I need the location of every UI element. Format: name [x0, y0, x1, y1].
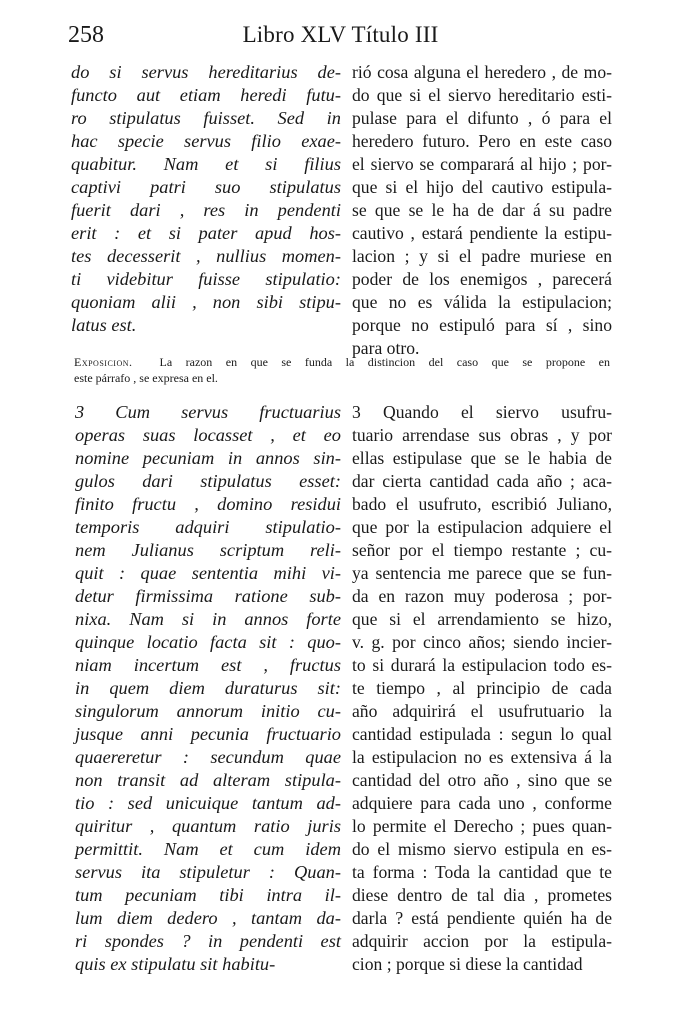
- text-line: adquiere para cada uno , conforme: [352, 793, 612, 813]
- text-line: nixa. Nam si in annos forte: [75, 609, 341, 629]
- text-line: que si el arrendamiento se hizo,: [352, 609, 612, 629]
- text-line: da en razon muy poderosa ; por-: [352, 586, 612, 606]
- page-header: [68, 22, 613, 52]
- text-line: ri spondes ? in pendenti est: [75, 931, 341, 951]
- text-line: ellas estipulase que se le habia de: [352, 448, 612, 468]
- text-line: operas suas locasset , et eo: [75, 425, 341, 445]
- text-line: quiritur , quantum ratio juris: [75, 816, 341, 836]
- text-line: cautivo , estará pendiente la estipu-: [352, 223, 612, 243]
- text-line: lum diem dedero , tantam da-: [75, 908, 341, 928]
- text-line: pulase para el difunto , ó para el: [352, 108, 612, 128]
- exposition-label: Exposicion.: [74, 355, 133, 369]
- text-line: jusque anni pecunia fructuario: [75, 724, 341, 744]
- text-line: permittit. Nam et cum idem: [75, 839, 341, 859]
- text-line: año adquirirá el usufrutuario la: [352, 701, 612, 721]
- text-line: se que se le ha de dar á su padre: [352, 200, 612, 220]
- text-line: do que si el siervo hereditario esti-: [352, 85, 612, 105]
- text-line: functo aut etiam heredi futu-: [71, 85, 341, 105]
- exposition-note: [74, 354, 610, 386]
- spanish-column-section-1: [352, 61, 612, 360]
- text-line: do si servus hereditarius de-: [71, 62, 341, 82]
- text-line: para otro.: [352, 338, 420, 358]
- text-line: cion ; porque si diese la cantidad: [352, 954, 583, 974]
- text-line: gulos dari stipulatus esset:: [75, 471, 341, 491]
- text-line: darla ? está pendiente quién ha de: [352, 908, 612, 928]
- text-line: hac specie servus filio exae-: [71, 131, 341, 151]
- text-line: detur firmissima ratione sub-: [75, 586, 341, 606]
- text-line: singulorum annorum initio cu-: [75, 701, 341, 721]
- text-line: ti videbitur fuisse stipulatio:: [71, 269, 341, 289]
- text-line: quinque locatio facta sit : quo-: [75, 632, 341, 652]
- text-line: do el mismo siervo estipula en es-: [352, 839, 612, 859]
- text-line: bado el usufruto, escribió Juliano,: [352, 494, 612, 514]
- text-line: temporis adquiri stipulatio-: [75, 517, 341, 537]
- text-line: porque no estipuló para sí , sino: [352, 315, 612, 335]
- text-line: quaereretur : secundum quae: [75, 747, 341, 767]
- text-line: tuario arrendase sus obras , y por: [352, 425, 612, 445]
- text-line: nomine pecuniam in annos sin-: [75, 448, 341, 468]
- text-line: non transit ad alteram stipula-: [75, 770, 341, 790]
- text-line: el siervo se comparará al hijo ; por-: [352, 154, 612, 174]
- text-line: nem Julianus scriptum reli-: [75, 540, 341, 560]
- text-line: captivi patri suo stipulatus: [71, 177, 341, 197]
- text-line: ro stipulatus fuisset. Sed in: [71, 108, 341, 128]
- latin-column-section-1: [71, 61, 341, 337]
- text-line: cantidad estipulada : segun lo qual: [352, 724, 612, 744]
- text-line: la estipulacion no es extensiva á la: [352, 747, 612, 767]
- spanish-column-section-3: [352, 401, 612, 976]
- text-line: rió cosa alguna el heredero , de mo-: [352, 62, 612, 82]
- text-line: tum pecuniam tibi intra il-: [75, 885, 341, 905]
- exposition-text-2: este párrafo , se expresa en el.: [74, 371, 218, 385]
- text-line: erit : et si pater apud hos-: [71, 223, 341, 243]
- text-line: ta forma : Toda la cantidad que te: [352, 862, 612, 882]
- exposition-text-1: La razon en que se funda la distincion del caso que se propone en: [159, 355, 610, 369]
- text-line: que por la estipulacion adquiere el: [352, 517, 612, 537]
- latin-column-section-3: [75, 401, 341, 976]
- text-line: finito fructu , domino residui: [75, 494, 341, 514]
- exposition-line: [74, 354, 610, 370]
- text-line: que si el hijo del cautivo estipula-: [352, 177, 612, 197]
- text-line: servus ita stipuletur : Quan-: [75, 862, 341, 882]
- text-line: adquirir accion por la estipula-: [352, 931, 612, 951]
- text-line: quabitur. Nam et si filius: [71, 154, 341, 174]
- running-head: Libro XLV Título III: [242, 22, 439, 47]
- text-line: to si durará la estipulacion todo es-: [352, 655, 612, 675]
- text-line: latus est.: [71, 315, 137, 335]
- text-line: heredero futuro. Pero en este caso: [352, 131, 612, 151]
- text-line: señor por el tiempo restante ; cu-: [352, 540, 612, 560]
- text-line: poder de los enemigos , parecerá: [352, 269, 612, 289]
- text-line: quoniam alii , non sibi stipu-: [71, 292, 341, 312]
- text-line: niam incertum est , fructus: [75, 655, 341, 675]
- text-line: 3 Cum servus fructuarius: [75, 402, 341, 422]
- text-line: que no es válida la estipulacion;: [352, 292, 612, 312]
- text-line: 3 Quando el siervo usufru-: [352, 402, 612, 422]
- text-line: lo permite el Derecho ; pues quan-: [352, 816, 612, 836]
- text-line: ya sentencia me parece que se fun-: [352, 563, 612, 583]
- text-line: tes decesserit , nullius momen-: [71, 246, 341, 266]
- text-line: te tiempo , al principio de cada: [352, 678, 612, 698]
- page-number: 258: [68, 22, 104, 48]
- text-line: lacion ; y si el padre muriese en: [352, 246, 612, 266]
- text-line: tio : sed unicuique tantum ad-: [75, 793, 341, 813]
- text-line: diese dentro de tal dia , prometes: [352, 885, 612, 905]
- text-line: v. g. por cinco años; siendo incier-: [352, 632, 612, 652]
- text-line: fuerit dari , res in pendenti: [71, 200, 341, 220]
- text-line: dar cierta cantidad cada año ; aca-: [352, 471, 612, 491]
- text-line: quis ex stipulatu sit habitu-: [75, 954, 276, 974]
- text-line: in quem diem duraturus sit:: [75, 678, 341, 698]
- text-line: cantidad del otro año , sino que se: [352, 770, 612, 790]
- text-line: quit : quae sententia mihi vi-: [75, 563, 341, 583]
